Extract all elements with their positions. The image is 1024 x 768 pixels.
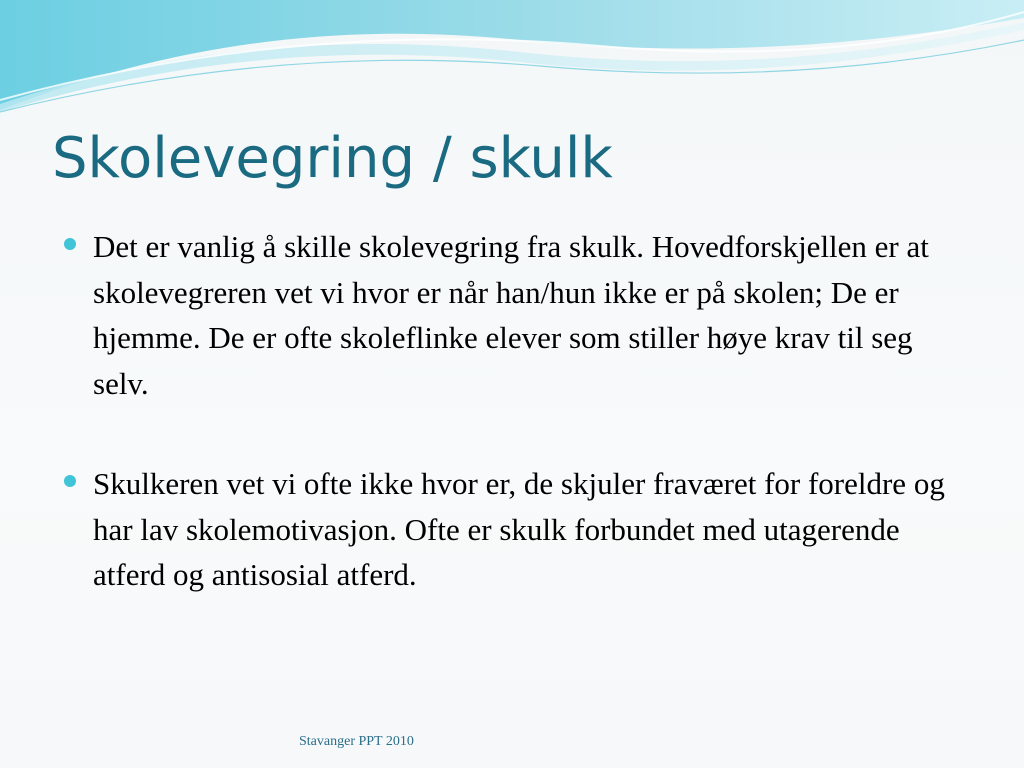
bullet-text: Det er vanlig å skille skolevegring fra skulk. Hovedforskjellen er at skolevegreren vet vi hvor er når han/hun ikke er på skolen; De er hjemme. De er ofte skoleflinke elever som stiller høye krav til seg selv. bbox=[93, 229, 929, 401]
bullet-text: Skulkeren vet vi ofte ikke hvor er, de skjuler fraværet for foreldre og har lav skolemotivasjon. Ofte er skulk forbundet med utagerende atferd og antisosial atferd. bbox=[93, 466, 945, 592]
slide-title: Skolevegring / skulk bbox=[52, 126, 613, 191]
bullet-item bbox=[62, 461, 962, 598]
bullet-list bbox=[62, 224, 962, 598]
bullet-item bbox=[62, 224, 962, 406]
bullet-dot-icon bbox=[64, 238, 76, 250]
bullet-dot-icon bbox=[64, 475, 76, 487]
slide-footer: Stavanger PPT 2010 bbox=[299, 734, 414, 749]
decorative-wave-header bbox=[0, 0, 1024, 120]
